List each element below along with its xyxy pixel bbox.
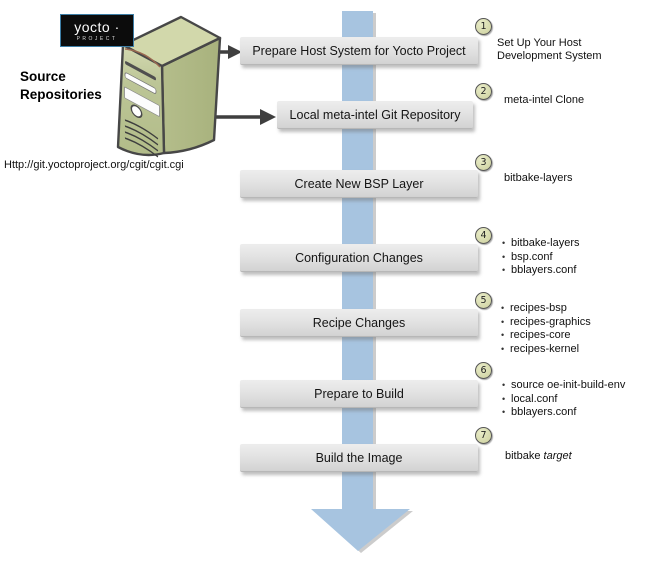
step-box-build-the-image: [240, 444, 478, 472]
bullet-icon: •: [502, 407, 506, 417]
bullet-icon: •: [501, 316, 505, 327]
note-line: • recipes-kernel: [501, 342, 580, 355]
step-box-create-bsp-layer: [240, 170, 478, 198]
note-line: • bitbake-layers: [502, 237, 580, 249]
step-box-configuration-changes: [240, 244, 478, 272]
logo-subtitle: PROJECT: [76, 35, 118, 42]
step-number-badge-6: 6: [475, 362, 492, 379]
bullet-icon: •: [501, 330, 505, 340]
step-number-badge-5: 5: [475, 292, 492, 309]
step-note-6: [502, 379, 625, 420]
bullet-icon: •: [502, 251, 506, 262]
bullet-icon: •: [502, 265, 506, 275]
step-note-1: [497, 37, 602, 63]
yocto-project-logo: [60, 14, 134, 47]
step-note-5: [501, 302, 591, 356]
note-line: • bblayers.conf: [502, 264, 577, 276]
step-number-badge-7: 7: [475, 427, 492, 444]
repository-url: Http://git.yoctoproject.org/cgit/cgit.cgi: [4, 159, 184, 171]
step-box-local-meta-intel: [277, 101, 473, 129]
step-number-badge-4: 4: [475, 227, 492, 244]
bullet-icon: •: [501, 303, 505, 313]
source-repositories-heading: [20, 68, 102, 104]
note-line: Development System: [497, 50, 602, 62]
step-box-label: Prepare Host System for Yocto Project: [252, 43, 466, 58]
step-box-label: Prepare to Build: [314, 386, 404, 401]
note-line: • local.conf: [502, 392, 558, 405]
note-command: bitbake: [505, 450, 544, 462]
bullet-icon: •: [501, 343, 505, 354]
note-line: • recipes-bsp: [501, 302, 567, 314]
note-line: • recipes-core: [501, 329, 571, 341]
bullet-icon: •: [502, 380, 506, 390]
note-line: • source oe-init-build-env: [502, 379, 626, 391]
heading-line-1: Source: [20, 69, 66, 84]
note-line: bitbake-layers: [504, 172, 573, 184]
note-line: meta-intel Clone: [504, 94, 585, 106]
note-line: • bblayers.conf: [502, 406, 577, 418]
heading-line-2: Repositories: [20, 87, 102, 102]
step-box-label: Build the Image: [315, 450, 403, 465]
bullet-icon: •: [502, 393, 506, 404]
step-box-recipe-changes: [240, 309, 478, 337]
step-note-4: [502, 237, 579, 278]
note-line: • bsp.conf: [502, 250, 553, 263]
note-line: • recipes-graphics: [501, 315, 591, 328]
note-command-arg: target: [543, 450, 572, 462]
step-box-prepare-to-build: [240, 380, 478, 408]
logo-title: yocto ·: [74, 18, 120, 35]
step-number-badge-1: 1: [475, 18, 492, 35]
note-line: Set Up Your Host: [497, 37, 582, 49]
step-note-2: [504, 94, 584, 108]
step-box-label: Local meta-intel Git Repository: [289, 107, 461, 122]
step-box-prepare-host: [240, 37, 478, 65]
bullet-icon: •: [502, 238, 506, 248]
step-box-label: Create New BSP Layer: [294, 176, 424, 191]
step-box-label: Recipe Changes: [312, 315, 406, 330]
step-note-7: [505, 450, 572, 464]
step-number-badge-3: 3: [475, 154, 492, 171]
step-box-label: Configuration Changes: [295, 250, 423, 265]
step-number-badge-2: 2: [475, 83, 492, 100]
step-note-3: [504, 172, 572, 186]
